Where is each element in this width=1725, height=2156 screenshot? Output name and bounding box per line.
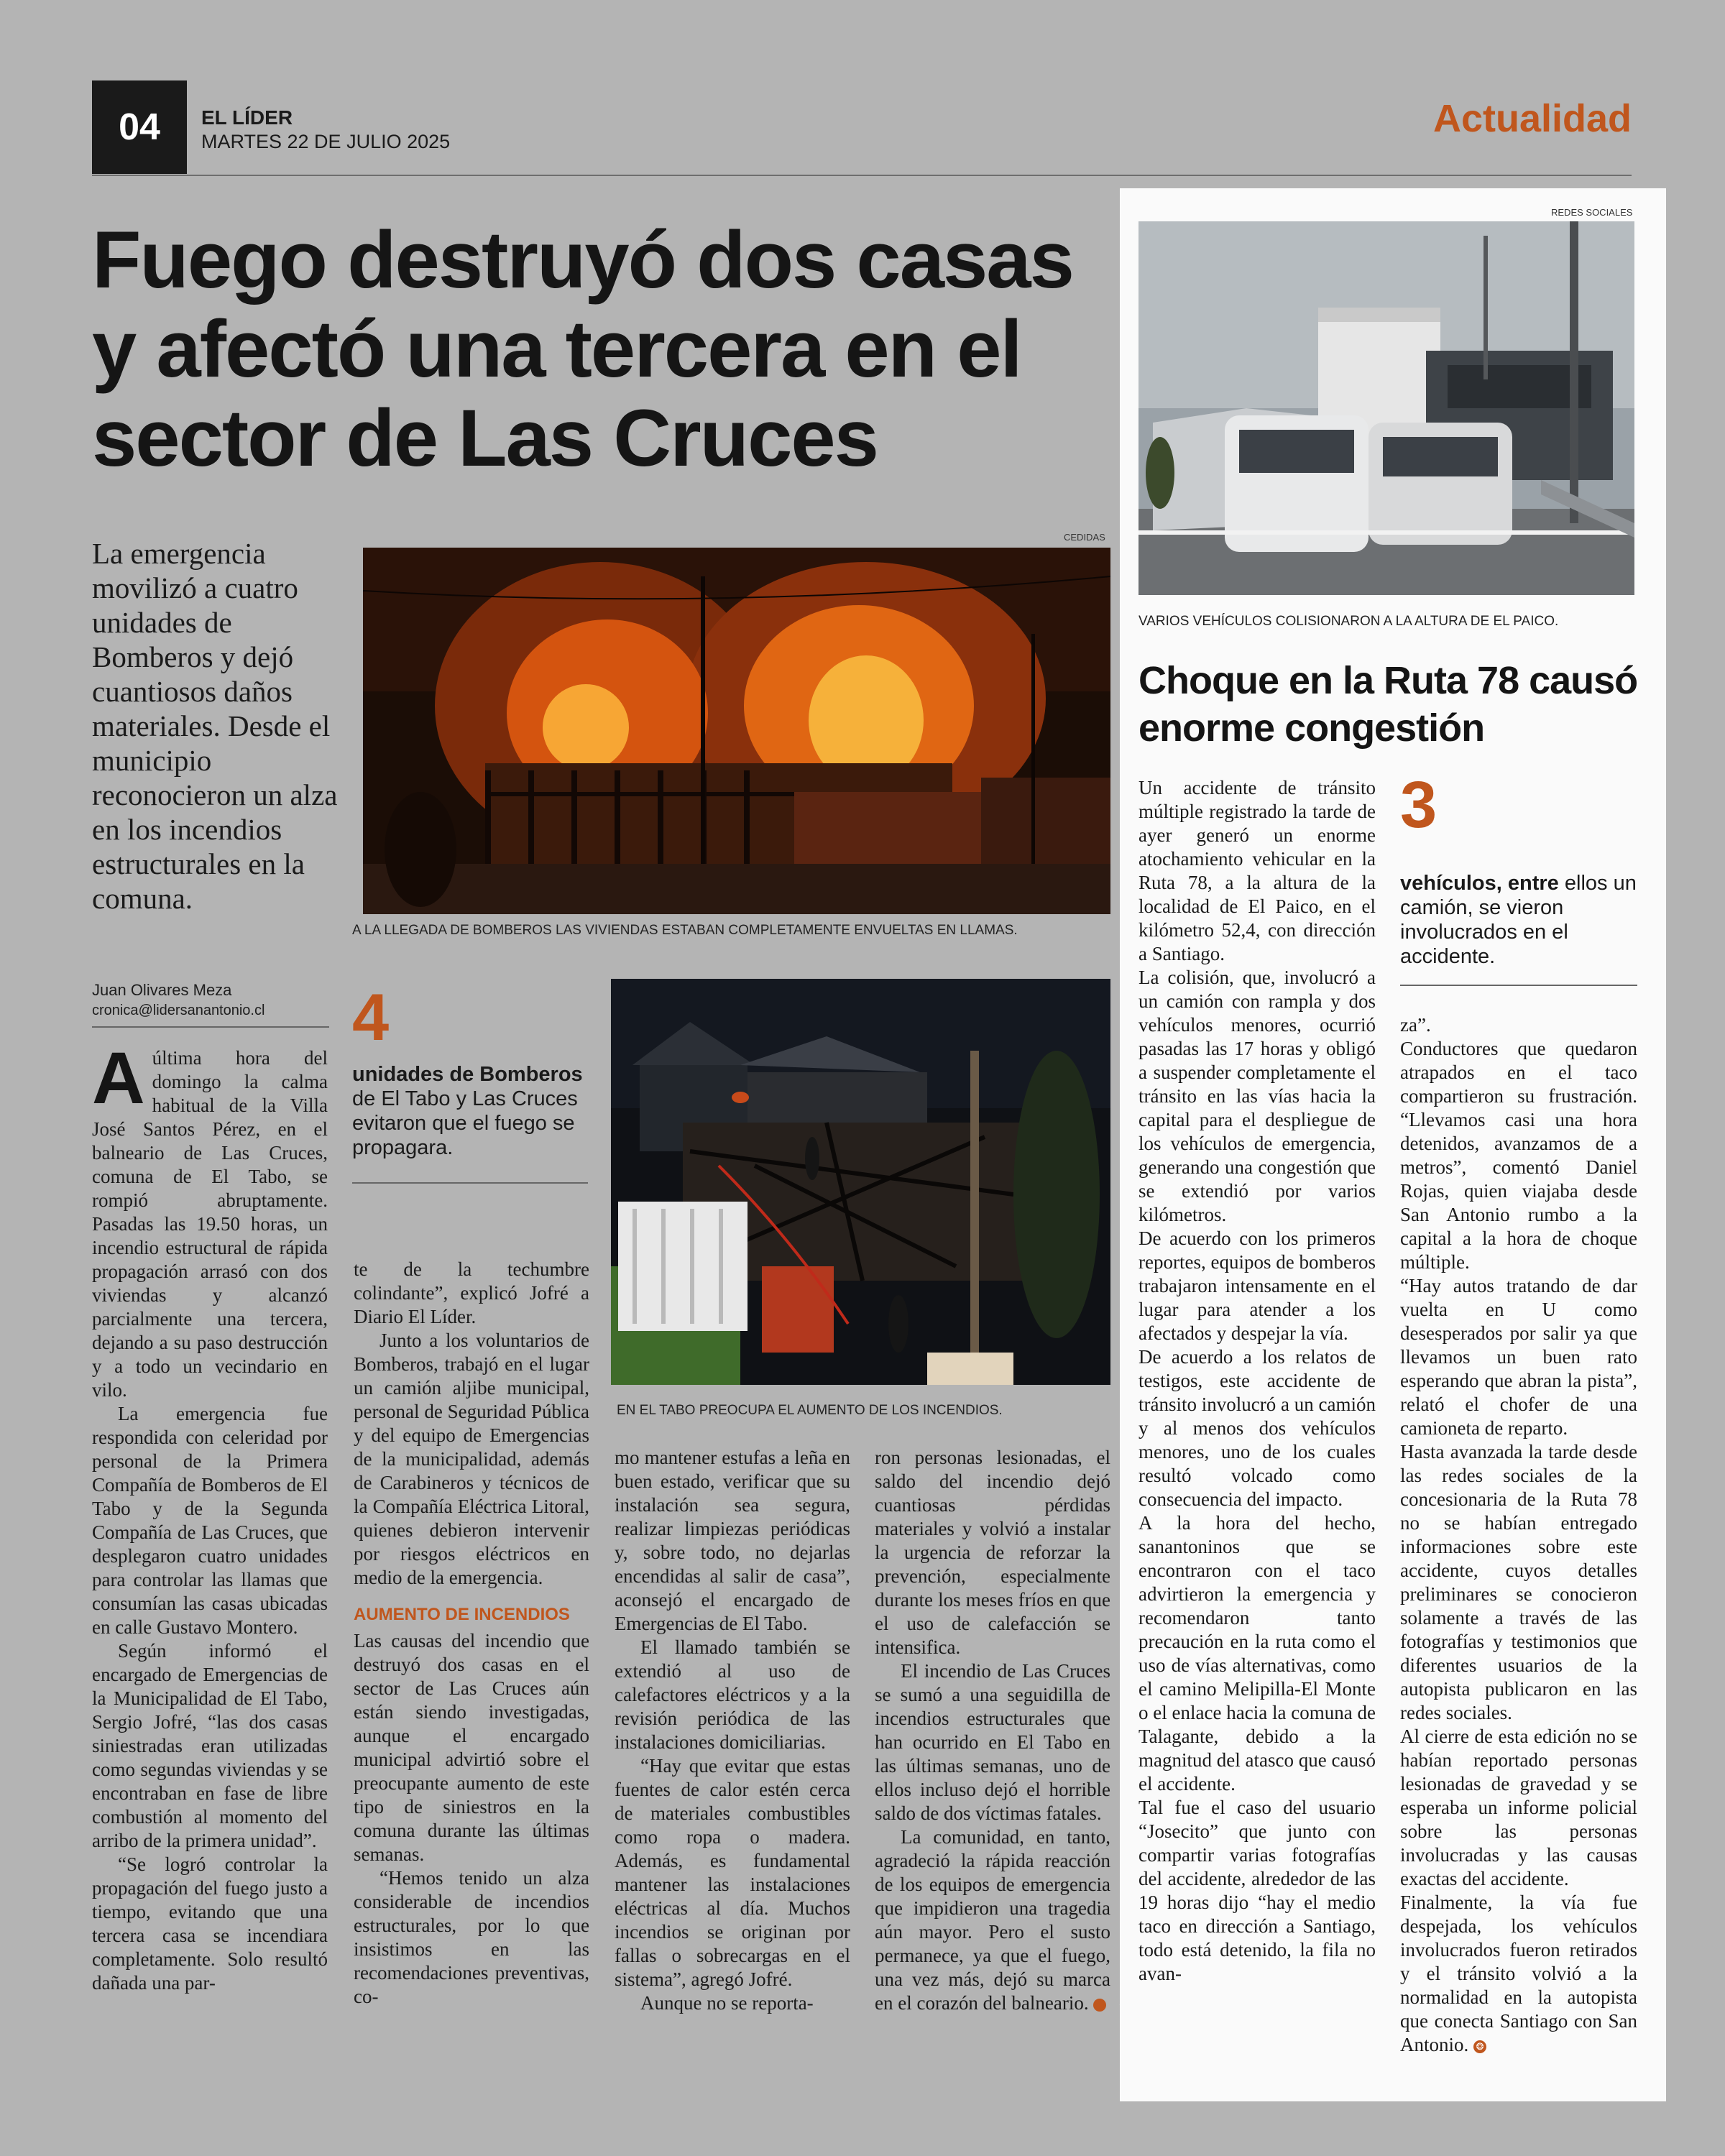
paragraph: Conductores que quedaron atrapados en el taco compartieron su frustración. “Llevamos casi una hora detenidos, avanzamos de a metros”, comentó Daniel Rojas, quien viajaba desde San Antonio rumbo a la capital a la hora de choque múltiple.: [1400, 1038, 1637, 1273]
paragraph: mo mantener estufas a leña en buen estado, verificar que su instalación sea segura, realizar limpiezas periódicas y, sobre todo, no dejarlas encendidas al salir de casa”, aconsejó el encargado de Emergencias de El Tabo.: [615, 1447, 850, 1634]
article-column-1: [92, 1037, 328, 1995]
paragraph: Aúltima hora del domingo la calma habitual de la Villa José Santos Pérez, en el balneario de Las Cruces, comuna de El Tabo, se rompió abruptamente. Pasadas las 19.50 horas, un incendio estructural de rápida propagación arrasó con dos viviendas y alcanzó parcialmente una tercera, dejando a su paso destrucción y a todo un vecindario en vilo.: [92, 1037, 328, 1401]
paragraph: Finalmente, la vía fue despejada, los vehículos involucrados fueron retirados y el tránsito volvió a la normalidad en la autopista que conecta Santiago con San Antonio. ❂: [1400, 1892, 1637, 2055]
sidebar-headline: Choque en la Ruta 78 causó enorme congestión: [1138, 659, 1638, 750]
crash-photo: [1138, 221, 1634, 595]
paragraph: “Hay que evitar que estas fuentes de calor estén cerca de materiales combustibles como ropa o madera. Además, es fundamental mantener las instalaciones eléctricas al día. Muchos incendios se originan por fallas o sobrecargas en el sistema”, agregó Jofré.: [615, 1755, 850, 1990]
end-mark-icon: ❂: [1473, 2040, 1486, 2053]
paragraph: Al cierre de esta edición no se habían reportado personas lesionadas de gravedad y se esperaba un informe policial sobre las personas involucradas y las causas exactas del accidente.: [1400, 1726, 1637, 1889]
stat-rest: ellos un camión, se vieron involucrados en el accidente.: [1400, 872, 1637, 968]
paragraph: La emergencia fue respondida con celeridad por personal de la Primera Compañía de Bomberos de El Tabo y de la Segunda Compañía de Las Cruces, que desplegaron cuatro unidades para controlar las llamas que consumían las casas ubicadas en calle Gustavo Montero.: [92, 1403, 328, 1638]
paragraph: “Se logró controlar la propagación del fuego justo a tiempo, evitando que una tercera casa se incendiara completamente. Solo resultó dañada una par-: [92, 1853, 328, 1994]
article-column-4: [875, 1446, 1110, 2015]
fire-photo: [363, 548, 1110, 914]
end-mark-icon: [1093, 1999, 1106, 2012]
paragraph: La comunidad, en tanto, agradeció la rápida reacción de los equipos de emergencia que impidieron una tragedia aún mayor. Pero el susto permanece, ya que el fuego, una vez más, dejó su marca en el corazón del balneario.: [875, 1826, 1110, 2014]
main-headline: Fuego destruyó dos casas y afectó una tercera en el sector de Las Cruces: [92, 215, 1073, 483]
paragraph: Hasta avanzada la tarde desde las redes sociales de la concesionaria de la Ruta 78 no se habían entregado informaciones sobre este accidente, cuyos detalles preliminares se conocieron solamente a través de las fotografías y testimonios que diferentes usuarios de la autopista publicaron en las redes sociales.: [1400, 1441, 1637, 1723]
article-lede: La emergencia movilizó a cuatro unidades de Bomberos y dejó cuantiosos daños materiales. Desde el municipio reconocieron un alza en los incendios estructurales en la comuna.: [92, 537, 338, 915]
photo-caption: A LA LLEGADA DE BOMBEROS LAS VIVIENDAS ESTABAN COMPLETAMENTE ENVUELTAS EN LLAMAS.: [352, 923, 1018, 938]
paragraph: La colisión, que, involucró a un camión con rampla y dos vehículos menores, ocurrió pasadas las 17 horas y obligó a suspender completamente el tránsito en las vías hacia la capital para el despliegue de los vehículos de emergencia, generando una congestión que se extendió por varios kilómetros.: [1138, 967, 1376, 1225]
paragraph: “Hemos tenido un alza considerable de incendios estructurales, por lo que insistimos en las recomendaciones preventivas, co-: [354, 1867, 589, 2007]
sidebar-stat-divider: [1400, 985, 1637, 986]
publication-date: MARTES 22 DE JULIO 2025: [201, 131, 451, 152]
paragraph: Según informó el encargado de Emergencias de la Municipalidad de El Tabo, Sergio Jofré, “las dos casas siniestradas eran utilizadas como segundas viviendas y se encontraban en fase de libre combustión al momento del arribo de la primera unidad”.: [92, 1640, 328, 1851]
paragraph: ron personas lesionadas, el saldo del incendio dejó cuantiosas pérdidas materiales y volvió a instalar la urgencia de reforzar la prevención, especialmente durante los meses fríos en que el uso de calefacción se intensifica.: [875, 1447, 1110, 1658]
section-label: Actualidad: [1432, 97, 1632, 140]
author-email: cronica@lidersanantonio.cl: [92, 1003, 265, 1018]
stat-rest: de El Tabo y Las Cruces evitaron que el fuego se propagara.: [352, 1087, 578, 1159]
byline: [92, 980, 329, 1028]
drop-cap: A: [92, 1037, 145, 1119]
article-column-2: [354, 1258, 589, 2009]
sidebar-stat-description: [1400, 871, 1637, 969]
sidebar-column-2: [1400, 1013, 1637, 2057]
paragraph: De acuerdo a los relatos de testigos, este accidente de tránsito involucró a un camión y al menos dos vehículos menores, uno de los cuales resultó volcado como consecuencia del impacto.: [1138, 1346, 1376, 1510]
paragraph: De acuerdo con los primeros reportes, equipos de bomberos trabajaron intensamente en el lugar para atender a los afectados y despejar la vía.: [1138, 1227, 1376, 1344]
newspaper-name: EL LÍDER: [201, 106, 293, 129]
paragraph: za”.: [1400, 1014, 1431, 1036]
section-subhead: AUMENTO DE INCENDIOS: [354, 1605, 570, 1624]
paragraph: El incendio de Las Cruces se sumó a una seguidilla de incendios estructurales que han ocurrido en El Tabo en las últimas semanas, uno de ellos incluso dejó el horrible saldo de dos víctimas fatales.: [875, 1660, 1110, 1824]
paragraph: te de la techumbre colindante”, explicó Jofré a Diario El Líder.: [354, 1258, 589, 1327]
sidebar-column-1: [1138, 776, 1376, 1986]
paragraph: Aunque no se reporta-: [640, 1992, 814, 2014]
stat-bold: unidades de Bomberos: [352, 1063, 583, 1086]
header-divider: [92, 175, 1632, 176]
paragraph: Tal fue el caso del usuario “Josecito” que junto con compartir varias fotografías del accidente, alrededor de las 19 horas dijo “hay el medio taco en dirección a Santiago, todo está detenido, la fila no avan-: [1138, 1797, 1376, 1984]
paragraph: Las causas del incendio que destruyó dos casas en el sector de Las Cruces aún están siendo investigadas, aunque el encargado municipal advirtió sobre el preocupante aumento de este tipo de siniestros en la comuna durante las últimas semanas.: [354, 1630, 589, 1865]
stat-bold: vehículos, entre: [1400, 872, 1559, 895]
page-number: 04: [92, 80, 187, 174]
photo-caption-2: EN EL TABO PREOCUPA EL AUMENTO DE LOS INCENDIOS.: [617, 1403, 1003, 1418]
sidebar-article: [1120, 188, 1666, 2101]
photo-credit: CEDIDAS: [1064, 532, 1105, 543]
sidebar-photo-credit: REDES SOCIALES: [1551, 207, 1633, 218]
stat-description: [352, 1062, 589, 1160]
stat-number: 4: [352, 981, 390, 1054]
paragraph: El llamado también se extendió al uso de calefactores eléctricos y a la revisión periódica de las instalaciones domiciliarias.: [615, 1636, 850, 1753]
paragraph: Junto a los voluntarios de Bomberos, trabajó en el lugar un camión aljibe municipal, personal de Seguridad Pública y del equipo de Emergencias de la municipalidad, además de Carabineros y técnicos de la Compañía Eléctrica Litoral, quienes debieron intervenir por riesgos eléctricos en medio de la emergencia.: [354, 1330, 589, 1588]
sidebar-photo-caption: VARIOS VEHÍCULOS COLISIONARON A LA ALTURA DE EL PAICO.: [1138, 614, 1559, 629]
paragraph: “Hay autos tratando de dar vuelta en U como desesperados por salir ya que llevamos un buen rato esperando que abran la pista”, relató el chofer de una camioneta de reparto.: [1400, 1275, 1637, 1439]
author-name: Juan Olivares Meza: [92, 981, 232, 999]
stat-divider: [352, 1182, 588, 1184]
paragraph: Un accidente de tránsito múltiple registrado la tarde de ayer generó un enorme atochamiento vehicular en la Ruta 78, a la altura de la localidad de El Paico, en el kilómetro 52,4, con dirección a Santiago.: [1138, 777, 1376, 964]
article-column-3: [615, 1446, 850, 2015]
paragraph: A la hora del hecho, sanantoninos que se encontraron con el taco advirtieron la emergencia y recomendaron tanto precaución en la ruta como el uso de vías alternativas, como el camino Melipilla-El Monte o el enlace hacia la comuna de Talagante, debido a la magnitud del atasco que causó el accidente.: [1138, 1512, 1376, 1795]
aftermath-photo: [611, 979, 1110, 1385]
sidebar-stat-number: 3: [1400, 768, 1438, 842]
